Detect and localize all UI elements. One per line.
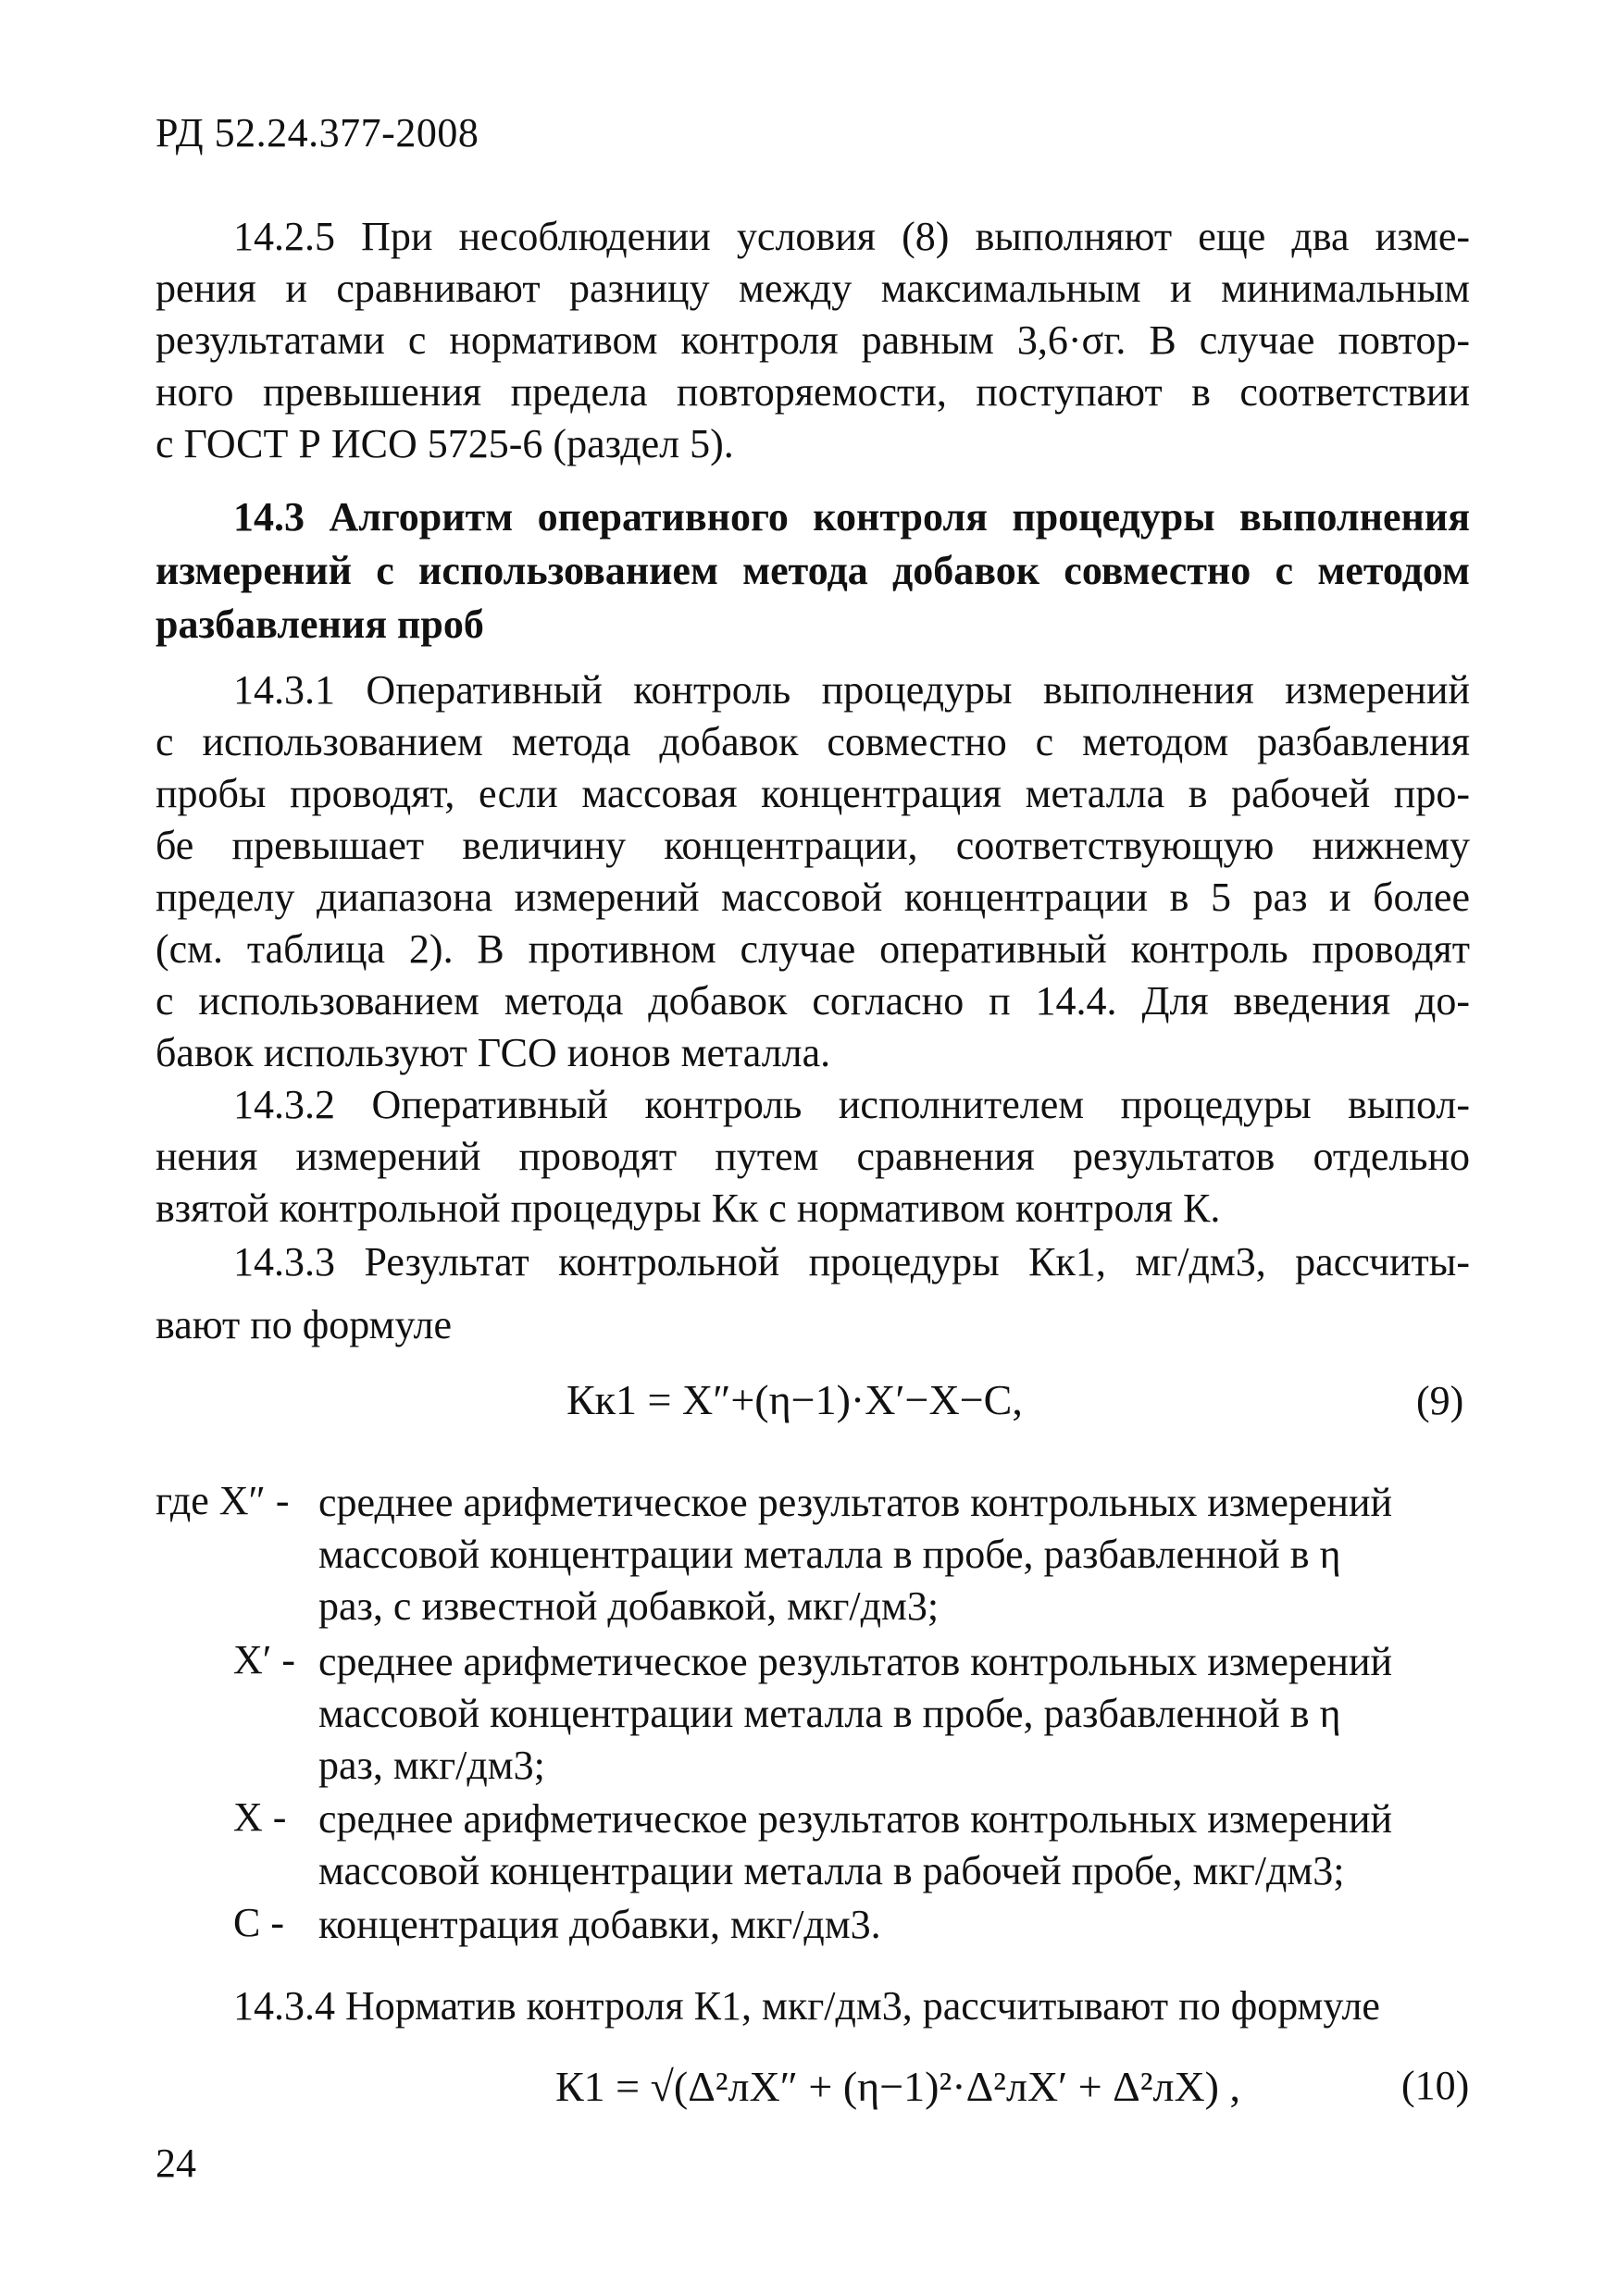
text-line: вают по формуле xyxy=(156,1302,453,1347)
definition-symbol: где X″ - xyxy=(156,1478,290,1523)
text-line: 14.3.2 Оперативный контроль исполнителем процедуры выпол- xyxy=(233,1082,1470,1127)
formula-9: Кк1 = X″+(η−1)·X′−X−C, xyxy=(566,1376,1023,1423)
paragraph-14-3-3 xyxy=(156,1236,1470,1351)
definition-symbol: С - xyxy=(233,1900,284,1945)
section-heading-14-3 xyxy=(156,490,1470,652)
page-number: 24 xyxy=(156,2141,196,2186)
definition-line: среднее арифметическое результатов контрольных измерений xyxy=(318,1639,1393,1684)
text-line: пределу диапазона измерений массовой концентрации в 5 раз и более xyxy=(156,875,1470,920)
text-line: результатами с нормативом контроля равным 3,6·σг. В случае повтор- xyxy=(156,317,1470,363)
text-line: 14.2.5 При несоблюдении условия (8) выполняют еще два изме- xyxy=(233,214,1470,259)
text-line: бавок используют ГСО ионов металла. xyxy=(156,1030,831,1075)
paragraph-14-3-4: 14.3.4 Норматив контроля К1, мкг/дм3, рассчитывают по формуле xyxy=(233,1983,1380,2029)
definition-text xyxy=(318,1793,1392,1897)
document-header: РД 52.24.377-2008 xyxy=(156,110,479,155)
text-line: нения измерений проводят путем сравнения результатов отдельно xyxy=(156,1134,1470,1179)
text-line: бе превышает величину концентрации, соответствующую нижнему xyxy=(156,823,1470,868)
text-line: 14.3.1 Оперативный контроль процедуры выполнения измерений xyxy=(233,667,1470,713)
definition-line: массовой концентрации металла в пробе, разбавленной в η xyxy=(318,1691,1341,1736)
definition-line: среднее арифметическое результатов контрольных измерений xyxy=(318,1480,1393,1525)
heading-line: измерений с использованием метода добавок совместно с методом xyxy=(156,548,1470,593)
text-line: пробы проводят, если массовая концентрация металла в рабочей про- xyxy=(156,771,1470,816)
definition-line: раз, мкг/дм3; xyxy=(318,1743,545,1788)
heading-line: разбавления проб xyxy=(156,602,484,647)
definition-symbol: X′ - xyxy=(233,1637,296,1682)
definition-text xyxy=(318,1636,1392,1792)
definition-line: раз, с известной добавкой, мкг/дм3; xyxy=(318,1583,940,1629)
paragraph-14-3-1 xyxy=(156,664,1470,1079)
definition-line: массовой концентрации металла в пробе, разбавленной в η xyxy=(318,1532,1341,1577)
formula-10: К1 = √(Δ²лX″ + (η−1)²·Δ²лX′ + Δ²лX) , xyxy=(555,2063,1240,2110)
definition-text xyxy=(318,1899,881,1951)
text-line: с использованием метода добавок совместно с методом разбавления xyxy=(156,719,1470,764)
paragraph-14-2-5 xyxy=(156,211,1470,470)
definition-symbol: X - xyxy=(233,1794,287,1840)
text-line: с ГОСТ Р ИСО 5725-6 (раздел 5). xyxy=(156,421,734,466)
definition-text xyxy=(318,1477,1392,1632)
equation-number-9: (9) xyxy=(1416,1378,1464,1423)
definition-line: среднее арифметическое результатов контрольных измерений xyxy=(318,1796,1393,1842)
text-line: рения и сравнивают разницу между максимальным и минимальным xyxy=(156,266,1470,311)
equation-number-10: (10) xyxy=(1401,2063,1470,2108)
text-line: 14.3.3 Результат контрольной процедуры Кк1, мг/дм3, рассчиты- xyxy=(233,1239,1470,1285)
paragraph-14-3-2 xyxy=(156,1079,1470,1235)
text-line: взятой контрольной процедуры Кк с нормативом контроля К. xyxy=(156,1185,1221,1231)
definition-line: массовой концентрации металла в рабочей пробе, мкг/дм3; xyxy=(318,1848,1345,1893)
text-line: ного превышения предела повторяемости, поступают в соответствии xyxy=(156,369,1470,415)
definition-line: концентрация добавки, мкг/дм3. xyxy=(318,1902,881,1947)
text-line: (см. таблица 2). В противном случае оперативный контроль проводят xyxy=(156,926,1470,972)
heading-line: 14.3 Алгоритм оперативного контроля процедуры выполнения xyxy=(233,494,1470,540)
text-line: с использованием метода добавок согласно п 14.4. Для введения до- xyxy=(156,978,1470,1024)
